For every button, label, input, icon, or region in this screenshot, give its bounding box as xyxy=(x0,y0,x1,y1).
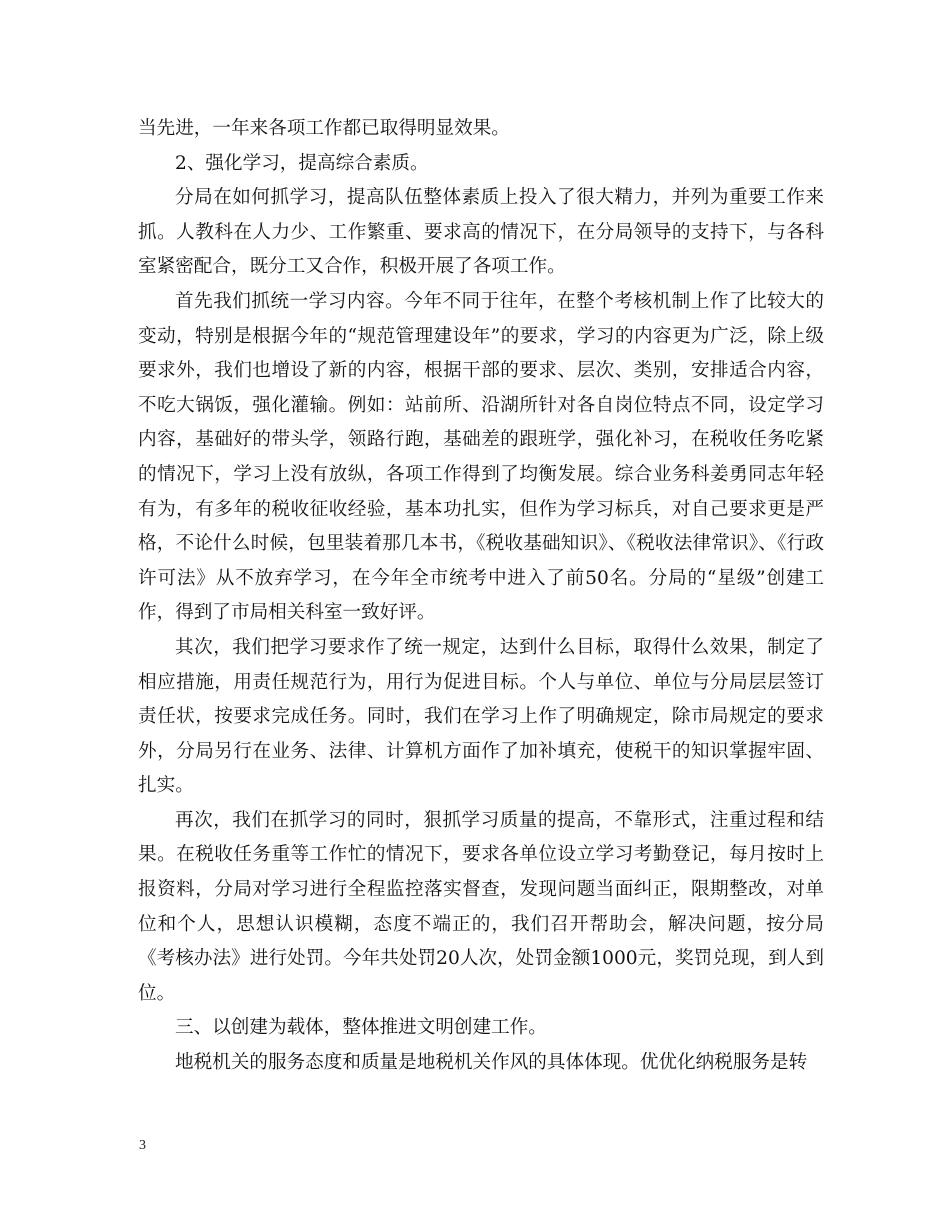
paragraph: 地税机关的服务态度和质量是地税机关作风的具体体现。优优化纳税服务是转 xyxy=(175,1052,808,1074)
paragraph: 首先我们抓统一学习内容。今年不同于往年，在整个考核机制上作了比较大的变动，特别是根据今年的“规范管理建设年”的要求，学习的内容更为广泛，除上级要求外，我们也增设了新的内容，根据干部的要求、层次、类别，安排适合内容，不吃大锅饭，强化灌输。例如：站前所、沿湖所针对各自岗位特点不同，设定学习内容，基础好的带头学，领路行跑，基础差的跟班学，强化补习，在税收任务吃紧的情况下，学习上没有放纵，各项工作得到了均衡发展。综合业务科姜勇同志年轻有为，有多年的税收征收经验，基本功扎实，但作为学习标兵，对自己要求更是严格，不论什么时候，包里装着那几本书，《税收基础知识》、《税收法律常识》、《行政许可法》从不放弃学习，在今年全市统考中进入了前50名。分局的“星级”创建工作，得到了市局相关科室一致好评。 xyxy=(138,290,824,624)
paragraph: 其次，我们把学习要求作了统一规定，达到什么目标，取得什么效果，制定了相应措施，用责任规范行为，用行为促进目标。个人与单位、单位与分局层层签订责任状，按要求完成任务。同时，我们在学习上作了明确规定，除市局规定的要求外，分局另行在业务、法律、计算机方面作了加补填充，使税干的知识掌握牢固、扎实。 xyxy=(138,636,824,797)
body-text xyxy=(138,112,824,1081)
paragraph: 分局在如何抓学习，提高队伍整体素质上投入了很大精力，并列为重要工作来抓。人教科在人力少、工作繁重、要求高的情况下，在分局领导的支持下，与各科室紧密配合，既分工又合作，积极开展了各项工作。 xyxy=(138,187,824,278)
paragraph-continuation: 当先进，一年来各项工作都已取得明显效果。 xyxy=(138,118,510,139)
section-heading-creation: 三、以创建为载体，整体推进文明创建工作。 xyxy=(175,1017,547,1039)
section-heading-study: 2、强化学习，提高综合素质。 xyxy=(175,152,429,174)
page-number: 3 xyxy=(139,1138,146,1153)
paragraph: 再次，我们在抓学习的同时，狠抓学习质量的提高，不靠形式，注重过程和结果。在税收任务重等工作忙的情况下，要求各单位设立学习考勤登记，每月按时上报资料，分局对学习进行全程监控落实督查，发现问题当面纠正，限期整改，对单位和个人，思想认识模糊，态度不端正的，我们召开帮助会，解决问题，按分局《考核办法》进行处罚。今年共处罚20人次，处罚金额1000元，奖罚兑现，到人到位。 xyxy=(138,809,824,1004)
